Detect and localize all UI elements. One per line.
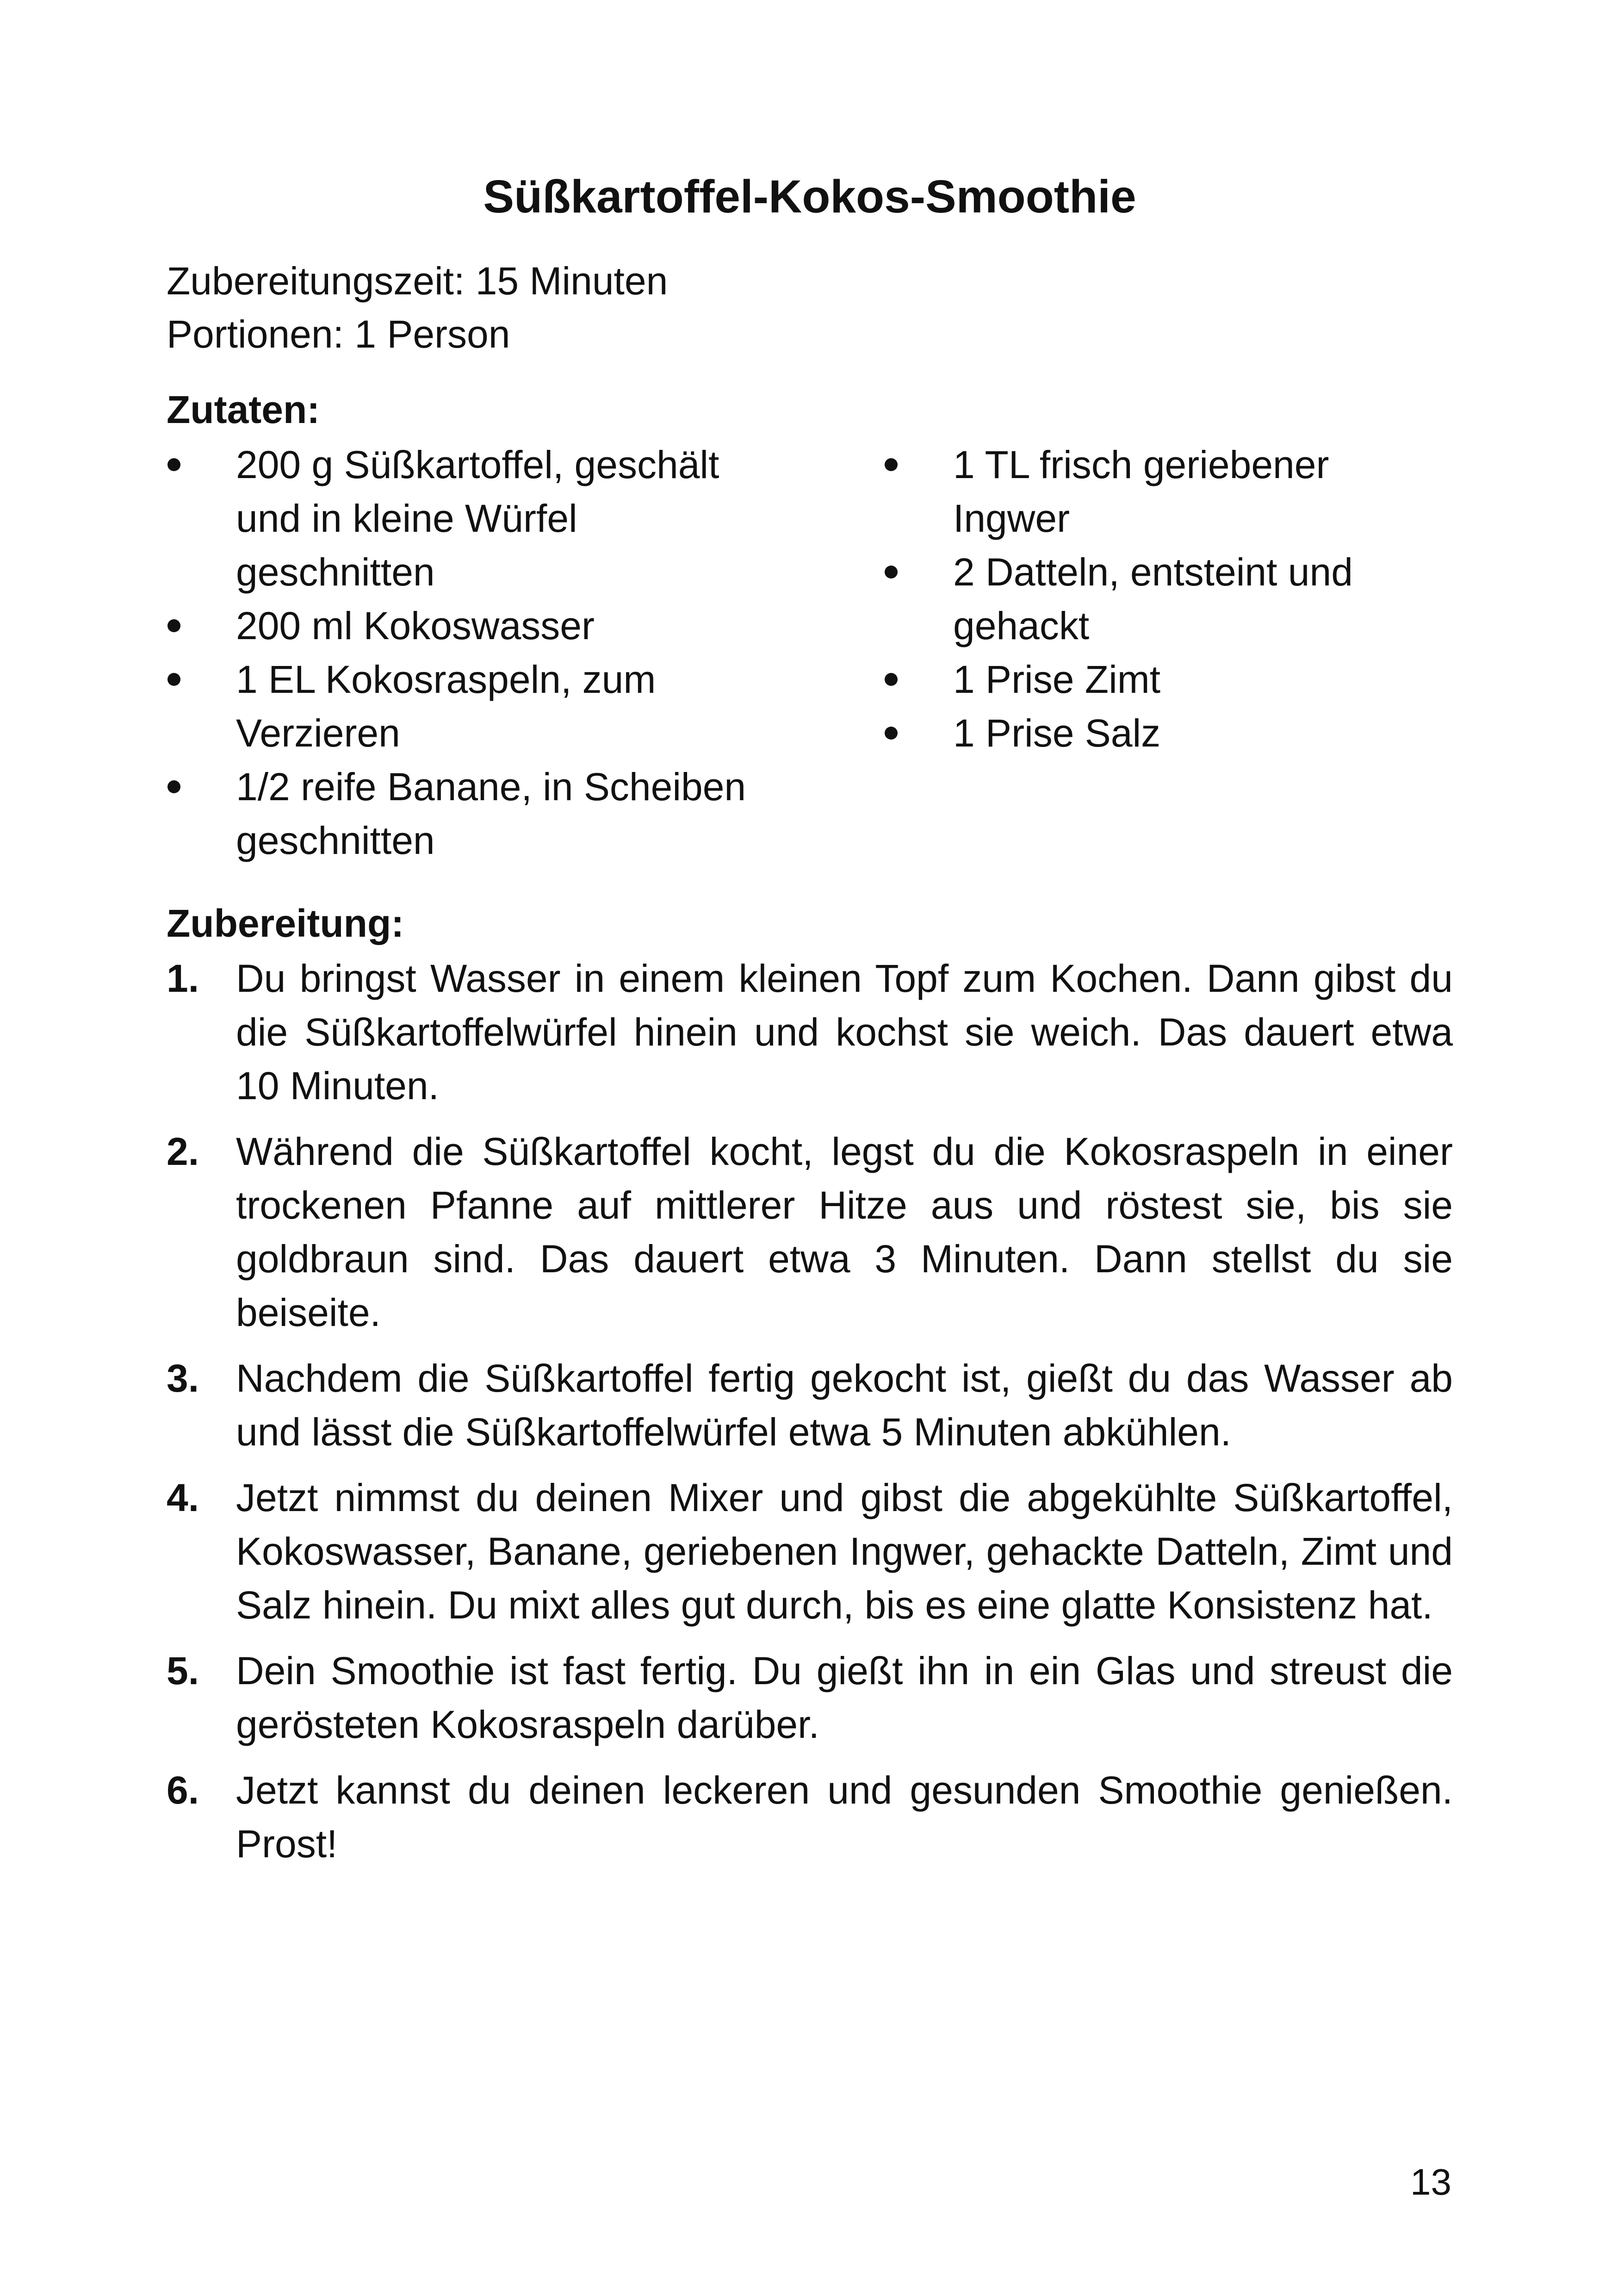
ingredient-item [884, 545, 1453, 653]
step-text: Jetzt kannst du deinen leckeren und gesunden Smoothie genießen. Prost! [236, 1768, 1453, 1866]
ingredients-heading: Zutaten: [167, 388, 320, 431]
ingredient-item [884, 438, 1453, 545]
step-text: Du bringst Wasser in einem kleinen Topf zum Kochen. Dann gibst du die Süßkartoffelwürfel hinein und kochst sie weich. Das dauert etwa 10 Minuten. [236, 957, 1453, 1108]
ingredient-item [167, 760, 884, 867]
step-number: 1. [167, 957, 199, 1000]
step-text: Während die Süßkartoffel kocht, legst du die Kokosraspeln in einer trockenen Pfanne auf mittlerer Hitze aus und röstest sie, bis sie goldbraun sind. Das dauert etwa 3 Minuten. Dann stellst du sie beiseite. [236, 1130, 1453, 1334]
ingredient-text: 2 Datteln, entsteint und gehackt [953, 550, 1353, 647]
ingredient-text: 1 TL frisch geriebener Ingwer [953, 443, 1329, 540]
step-text: Nachdem die Süßkartoffel fertig gekocht ist, gießt du das Wasser ab und lässt die Süßkartoffelwürfel etwa 5 Minuten abkühlen. [236, 1356, 1453, 1454]
preparation-step [167, 1125, 1453, 1339]
page-number: 13 [1410, 2161, 1451, 2203]
step-number: 4. [167, 1476, 199, 1519]
bullet-icon [167, 599, 236, 653]
preparation-steps [167, 952, 1453, 1883]
step-number: 3. [167, 1356, 199, 1400]
preparation-step [167, 1351, 1453, 1459]
ingredient-item [884, 653, 1453, 706]
preparation-step [167, 952, 1453, 1113]
ingredient-text: 1 EL Kokosraspeln, zum Verzieren [236, 658, 656, 755]
step-number: 2. [167, 1130, 199, 1173]
servings: Portionen: 1 Person [167, 312, 510, 356]
prep-time: Zubereitungszeit: 15 Minuten [167, 259, 668, 303]
step-number: 5. [167, 1649, 199, 1692]
ingredients-column-right [884, 438, 1453, 867]
ingredients-column-left [167, 438, 884, 867]
preparation-step [167, 1644, 1453, 1751]
preparation-heading: Zubereitung: [167, 902, 404, 945]
ingredient-item [167, 438, 884, 599]
ingredient-text: 1/2 reife Banane, in Scheiben geschnitten [236, 765, 746, 862]
ingredient-text: 200 g Süßkartoffel, geschält und in kleine Würfel geschnitten [236, 443, 719, 594]
bullet-icon [884, 706, 953, 760]
bullet-icon [884, 653, 953, 706]
ingredients-list [167, 438, 1453, 867]
bullet-icon [884, 545, 953, 599]
step-text: Dein Smoothie ist fast fertig. Du gießt ihn in ein Glas und streust die gerösteten Kokosraspeln darüber. [236, 1649, 1453, 1746]
preparation-step [167, 1471, 1453, 1632]
ingredient-item [167, 599, 884, 653]
bullet-icon [884, 438, 953, 492]
step-text: Jetzt nimmst du deinen Mixer und gibst die abgekühlte Süßkartoffel, Kokoswasser, Banane, geriebenen Ingwer, gehackte Datteln, Zimt und Salz hinein. Du mixt alles gut durch, bis es eine glatte Konsistenz hat. [236, 1476, 1453, 1627]
ingredient-item [884, 706, 1453, 760]
recipe-meta [167, 255, 1453, 361]
preparation-step [167, 1763, 1453, 1871]
bullet-icon [167, 653, 236, 706]
ingredient-text: 200 ml Kokoswasser [236, 604, 595, 647]
bullet-icon [167, 760, 236, 814]
ingredient-text: 1 Prise Zimt [953, 658, 1161, 701]
step-number: 6. [167, 1768, 199, 1812]
recipe-title: Süßkartoffel-Kokos-Smoothie [483, 171, 1136, 223]
ingredient-item [167, 653, 884, 760]
bullet-icon [167, 438, 236, 492]
ingredient-text: 1 Prise Salz [953, 711, 1161, 755]
